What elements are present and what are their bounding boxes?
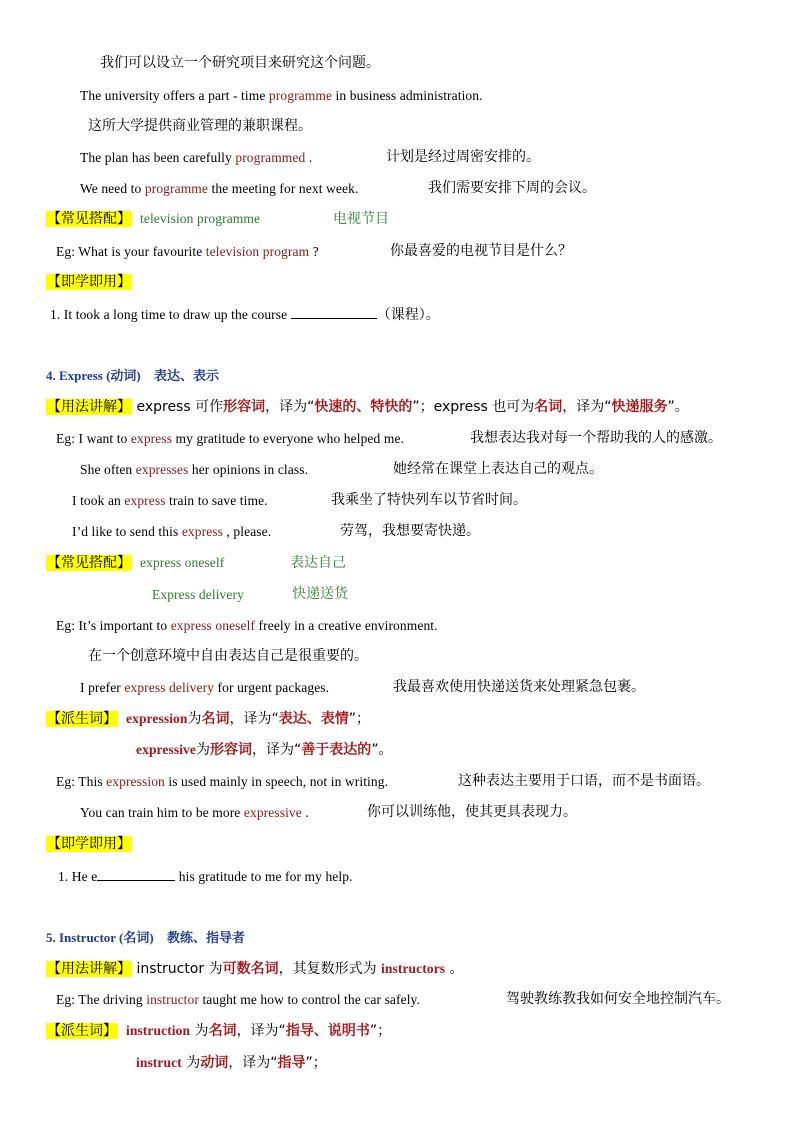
example-zh: 这种表达主要用于口语，而不是书面语。: [458, 773, 710, 789]
highlight-word: express: [130, 431, 173, 446]
collocation-row: [46, 209, 260, 229]
example-en: is used mainly in speech, not in writing.: [164, 774, 389, 789]
collocation-row: [46, 553, 224, 573]
example-zh: 计划是经过周密安排的。: [386, 149, 540, 165]
example-zh: 在一个创意环境中自由表达自己是很重要的。: [88, 648, 368, 664]
derivative-text: ”；: [305, 1055, 327, 1071]
highlight-word: expression: [106, 774, 165, 789]
derivative-word: expression: [126, 711, 188, 726]
derivative-pos: 名词: [208, 1023, 237, 1039]
section-heading: [46, 366, 219, 387]
derivative-row: [46, 1021, 391, 1041]
example-zh: 你可以训练他，使其更具表现力。: [367, 804, 577, 820]
example-en: Eg: I want to: [56, 431, 131, 446]
derivative-tag: 【派生词】: [47, 711, 117, 727]
heading-en: 4. Express (动词): [46, 368, 141, 383]
example-en: , please.: [223, 524, 272, 539]
example-zh: 我乘坐了特快列车以节省时间。: [331, 492, 527, 508]
example-en: her opinions in class.: [188, 462, 309, 477]
usage-emph: 名词: [534, 399, 563, 415]
usage-emph: instructors: [381, 961, 446, 976]
derivative-row: [136, 740, 393, 760]
practice-tag: 【即学即用】: [47, 836, 131, 852]
example-row: [80, 460, 308, 480]
example-zh: 我们需要安排下周的会议。: [428, 180, 596, 196]
example-row: [72, 491, 268, 511]
practice-question: [50, 304, 440, 325]
collocation-zh: 表达自己: [290, 555, 346, 571]
usage-emph: 形容词: [223, 399, 266, 415]
derivative-text: ”。: [371, 742, 393, 758]
example-en: train to save time.: [165, 493, 268, 508]
derivative-text: ”；: [369, 1023, 392, 1039]
derivative-text: ，译为“: [228, 1055, 278, 1071]
usage-text: ，译为“: [265, 399, 315, 415]
practice-row: [46, 272, 132, 292]
practice-row: [46, 834, 132, 854]
example-zh: 劳驾，我想要寄快递。: [340, 523, 480, 539]
highlight-word: express: [181, 524, 223, 539]
highlight-word: television program: [205, 244, 310, 259]
highlight-word: express: [124, 493, 166, 508]
example-en: ?: [309, 244, 319, 259]
example-en: I took an: [72, 493, 125, 508]
example-en: We need to: [80, 181, 145, 196]
collocation-tag: 【常见搭配】: [47, 555, 131, 571]
derivative-meaning: 表达、表情: [278, 711, 349, 727]
collocation-en: Express delivery: [152, 587, 244, 602]
usage-text: express 可作: [132, 399, 224, 415]
example-en: Eg: The driving: [56, 992, 147, 1007]
example-row: [80, 179, 358, 199]
heading-en: 5. Instructor (名词): [46, 930, 154, 945]
derivative-word: expressive: [136, 742, 196, 757]
highlight-word: programmed: [235, 150, 306, 165]
example-en: .: [301, 805, 309, 820]
usage-text: 。: [445, 961, 464, 977]
usage-emph: 快速的、特快的: [314, 399, 413, 415]
question-hint: （课程）。: [376, 307, 440, 323]
example-row: [80, 86, 483, 106]
example-en: I prefer: [80, 680, 125, 695]
example-en: for urgent packages.: [214, 680, 330, 695]
usage-row: [46, 397, 689, 417]
example-zh: 驾驶教练教我如何安全地控制汽车。: [506, 991, 730, 1007]
collocation-en: express oneself: [140, 555, 225, 570]
answer-blank[interactable]: [291, 304, 377, 319]
heading-zh: 教练、指导者: [166, 931, 245, 946]
derivative-row: [136, 1053, 327, 1073]
derivative-word: instruction: [126, 1023, 191, 1038]
usage-text: ，其复数形式为: [278, 961, 382, 977]
highlight-word: express delivery: [124, 680, 215, 695]
derivative-text: ，译为“: [229, 711, 279, 727]
example-row: [56, 990, 420, 1010]
question-text: his gratitude to me for my help.: [175, 869, 353, 884]
usage-tag: 【用法讲解】: [47, 399, 131, 415]
example-zh: 我最喜欢使用快递送货来处理紧急包裹。: [393, 679, 645, 695]
heading-zh: 表达、表示: [153, 369, 219, 384]
derivative-text: 为: [196, 742, 210, 758]
highlight-word: programme: [268, 88, 333, 103]
example-en: .: [305, 150, 313, 165]
example-en: You can train him to be more: [80, 805, 244, 820]
highlight-word: programme: [144, 181, 209, 196]
highlight-word: expresses: [135, 462, 189, 477]
derivative-text: 为: [187, 711, 202, 727]
example-row: [72, 522, 271, 542]
example-en: taught me how to control the car safely.: [198, 992, 420, 1007]
usage-tag: 【用法讲解】: [47, 961, 131, 977]
example-en: freely in a creative environment.: [255, 618, 438, 633]
question-text: 1. He e: [58, 869, 98, 884]
highlight-word: instructor: [146, 992, 199, 1007]
usage-text: ”。: [667, 399, 689, 415]
example-zh: 你最喜爱的电视节目是什么？: [390, 243, 572, 259]
collocation-tag: 【常见搭配】: [47, 211, 131, 227]
derivative-text: ”；: [348, 711, 371, 727]
example-en: in business administration.: [332, 88, 483, 103]
question-text: 1. It took a long time to draw up the course: [50, 307, 291, 322]
collocation-en: television programme: [140, 211, 261, 226]
example-row: [56, 242, 319, 262]
usage-text: instructor 为: [132, 961, 223, 977]
example-zh: 这所大学提供商业管理的兼职课程。: [88, 118, 312, 134]
derivative-text: 为: [190, 1023, 209, 1039]
example-en: my gratitude to everyone who helped me.: [172, 431, 405, 446]
example-zh: 她经常在课堂上表达自己的观点。: [393, 461, 603, 477]
example-row: [56, 616, 438, 636]
example-en: Eg: It’s important to: [56, 618, 171, 633]
example-en: I’d like to send this: [72, 524, 182, 539]
example-en: The university offers a part - time: [80, 88, 269, 103]
example-row: [56, 429, 404, 449]
example-row: [80, 678, 329, 698]
highlight-word: express oneself: [170, 618, 256, 633]
derivative-meaning: 指导: [277, 1055, 306, 1071]
usage-emph: 可数名词: [222, 961, 279, 977]
derivative-meaning: 善于表达的: [301, 742, 372, 758]
collocation-zh: 快递送货: [292, 586, 348, 602]
answer-blank[interactable]: [97, 866, 175, 881]
derivative-pos: 形容词: [210, 742, 252, 758]
derivative-meaning: 指导、说明书: [285, 1023, 370, 1039]
derivative-row: [46, 709, 370, 729]
practice-question: [58, 866, 353, 887]
derivative-tag: 【派生词】: [47, 1023, 117, 1039]
example-en: Eg: This: [56, 774, 107, 789]
usage-row: [46, 959, 464, 979]
usage-emph: 快递服务: [611, 399, 668, 415]
usage-text: ，译为“: [562, 399, 612, 415]
collocation-zh: 电视节目: [333, 211, 389, 227]
example-row: [56, 772, 388, 792]
highlight-word: expressive: [243, 805, 302, 820]
example-en: the meeting for next week.: [208, 181, 359, 196]
derivative-text: ，译为“: [252, 742, 302, 758]
example-en: Eg: What is your favourite: [56, 244, 206, 259]
example-row: [80, 803, 309, 823]
derivative-word: instruct: [136, 1055, 182, 1070]
example-zh: 我想表达我对每一个帮助我的人的感激。: [470, 430, 722, 446]
derivative-text: ，译为“: [236, 1023, 286, 1039]
derivative-text: 为: [181, 1055, 201, 1071]
derivative-pos: 名词: [201, 711, 230, 727]
usage-text: ”；express 也可为: [412, 399, 535, 415]
example-zh: 我们可以设立一个研究项目来研究这个问题。: [100, 55, 380, 71]
example-en: She often: [80, 462, 136, 477]
derivative-pos: 动词: [200, 1055, 229, 1071]
example-en: The plan has been carefully: [80, 150, 236, 165]
example-row: [80, 148, 312, 168]
section-heading: [46, 928, 245, 949]
practice-tag: 【即学即用】: [47, 274, 131, 290]
